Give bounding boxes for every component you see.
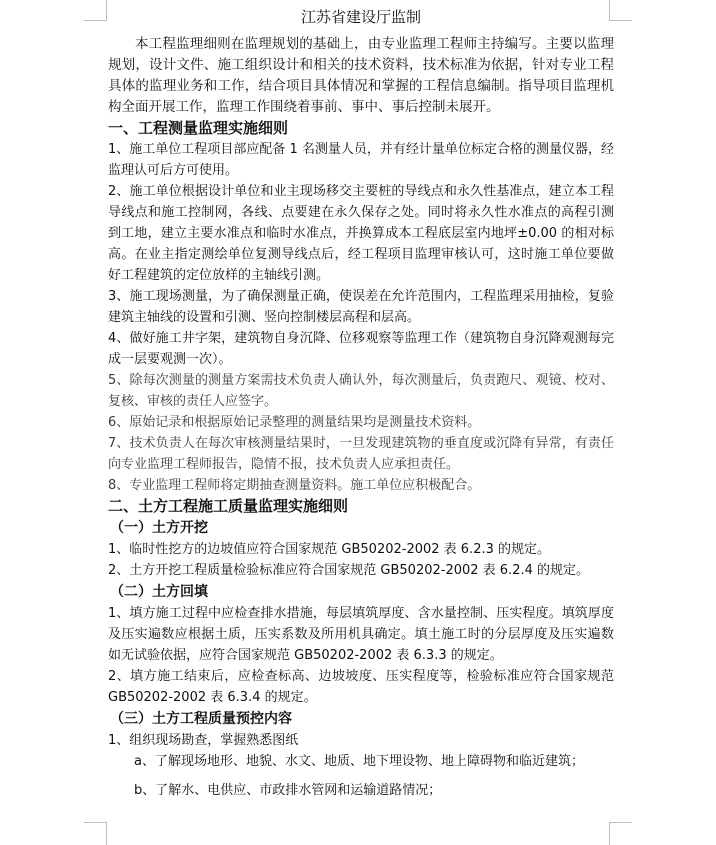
precontrol-item-b: b、了解水、电供应、市政排水管网和运输道路情况； [134,783,442,798]
section-1-heading: 一、工程测量监理实施细则 [108,119,289,137]
subsection-excavation-heading: （一）土方开挖 [110,520,208,536]
crop-mark-bottom-left [84,822,107,845]
section-1-item-5: 5、除每次测量的测量方案需技术负责人确认外，每次测量后，负责跑尺、观镜、校对、复核、审核的责任人应签字。 [108,373,614,409]
document-title: 江苏省建设厅监制 [300,8,421,26]
precontrol-item-a: a、了解现场地形、地貌、水文、地质、地下埋设物、地上障碍物和临近建筑； [134,754,584,769]
document-page [108,6,614,801]
crop-mark-bottom-right [609,822,632,845]
backfill-item-1: 1、填方施工过程中应检查排水措施，每层填筑厚度、含水量控制、压实程度。填筑厚度及压实遍数应根据土质，压实系数及所用机具确定。填土施工时的分层厚度及压实遍数如无试验依据，应符合国家规范 GB50202-2002 表 6.3.3 的规定。 [108,606,614,663]
section-1-item-4: 4、做好施工井字架，建筑物自身沉降、位移观察等监理工作（建筑物自身沉降观测每完成一层要观测一次）。 [108,331,614,367]
backfill-item-2: 2、填方施工结束后，应检查标高、边坡坡度、压实程度等，检验标准应符合国家规范 GB50202-2002 表 6.3.4 的规定。 [108,669,614,705]
crop-mark-top-left [84,0,107,21]
excavation-item-1: 1、临时性挖方的边坡值应符合国家规范 GB50202-2002 表 6.2.3 的规定。 [108,542,551,557]
section-1-item-8: 8、专业监理工程师将定期抽查测量资料。施工单位应积极配合。 [108,478,481,493]
subsection-backfill-heading: （二）土方回填 [110,584,208,600]
section-1-item-3: 3、施工现场测量，为了确保测量正确，使误差在允许范围内，工程监理采用抽检，复验建筑主轴线的设置和引测、竖向控制楼层高程和层高。 [108,289,614,325]
section-1-item-6: 6、原始记录和根据原始记录整理的测量结果均是测量技术资料。 [108,415,481,430]
excavation-item-2: 2、土方开挖工程质量检验标准应符合国家规范 GB50202-2002 表 6.2.4 的规定。 [108,563,590,578]
subsection-precontrol-heading: （三）土方工程质量预控内容 [110,711,292,727]
section-2-heading: 二、土方工程施工质量监理实施细则 [108,497,349,515]
section-1-item-1: 1、施工单位工程项目部应配备 1 名测量人员，并有经计量单位标定合格的测量仪器，经监理认可后方可使用。 [108,142,614,178]
intro-paragraph: 本工程监理细则在监理规划的基础上，由专业监理工程师主持编写。主要以监理规划，设计文件、施工组织设计和相关的技术资料，技术标准为依据，针对专业工程具体的监理业务和工作，结合项目具体情况和掌握的工程信息编制。指导项目监理机构全面开展工作，监理工作围绕着事前、事中、事后控制未展开。 [108,36,614,115]
precontrol-item-1: 1、组织现场勘查，掌握熟悉图纸 [108,733,299,748]
section-1-item-7: 7、技术负责人在每次审核测量结果时，一旦发现建筑物的垂直度或沉降有异常，有责任向专业监理工程师报告，隐情不报，技术负责人应承担责任。 [108,436,614,472]
section-1-item-2: 2、施工单位根据设计单位和业主现场移交主要桩的导线点和永久性基准点，建立本工程导线点和施工控制网，各线、点要建在永久保存之处。同时将永久性水准点的高程引测到工地，建立主要水准点和临时水准点，并换算成本工程底层室内地坪±0.00 的相对标高。在业主指定测绘单位复测导线点后，经工程项目监理审核认可，这时施工单位要做好工程建筑的定位放样的主轴线引测。 [108,184,614,283]
